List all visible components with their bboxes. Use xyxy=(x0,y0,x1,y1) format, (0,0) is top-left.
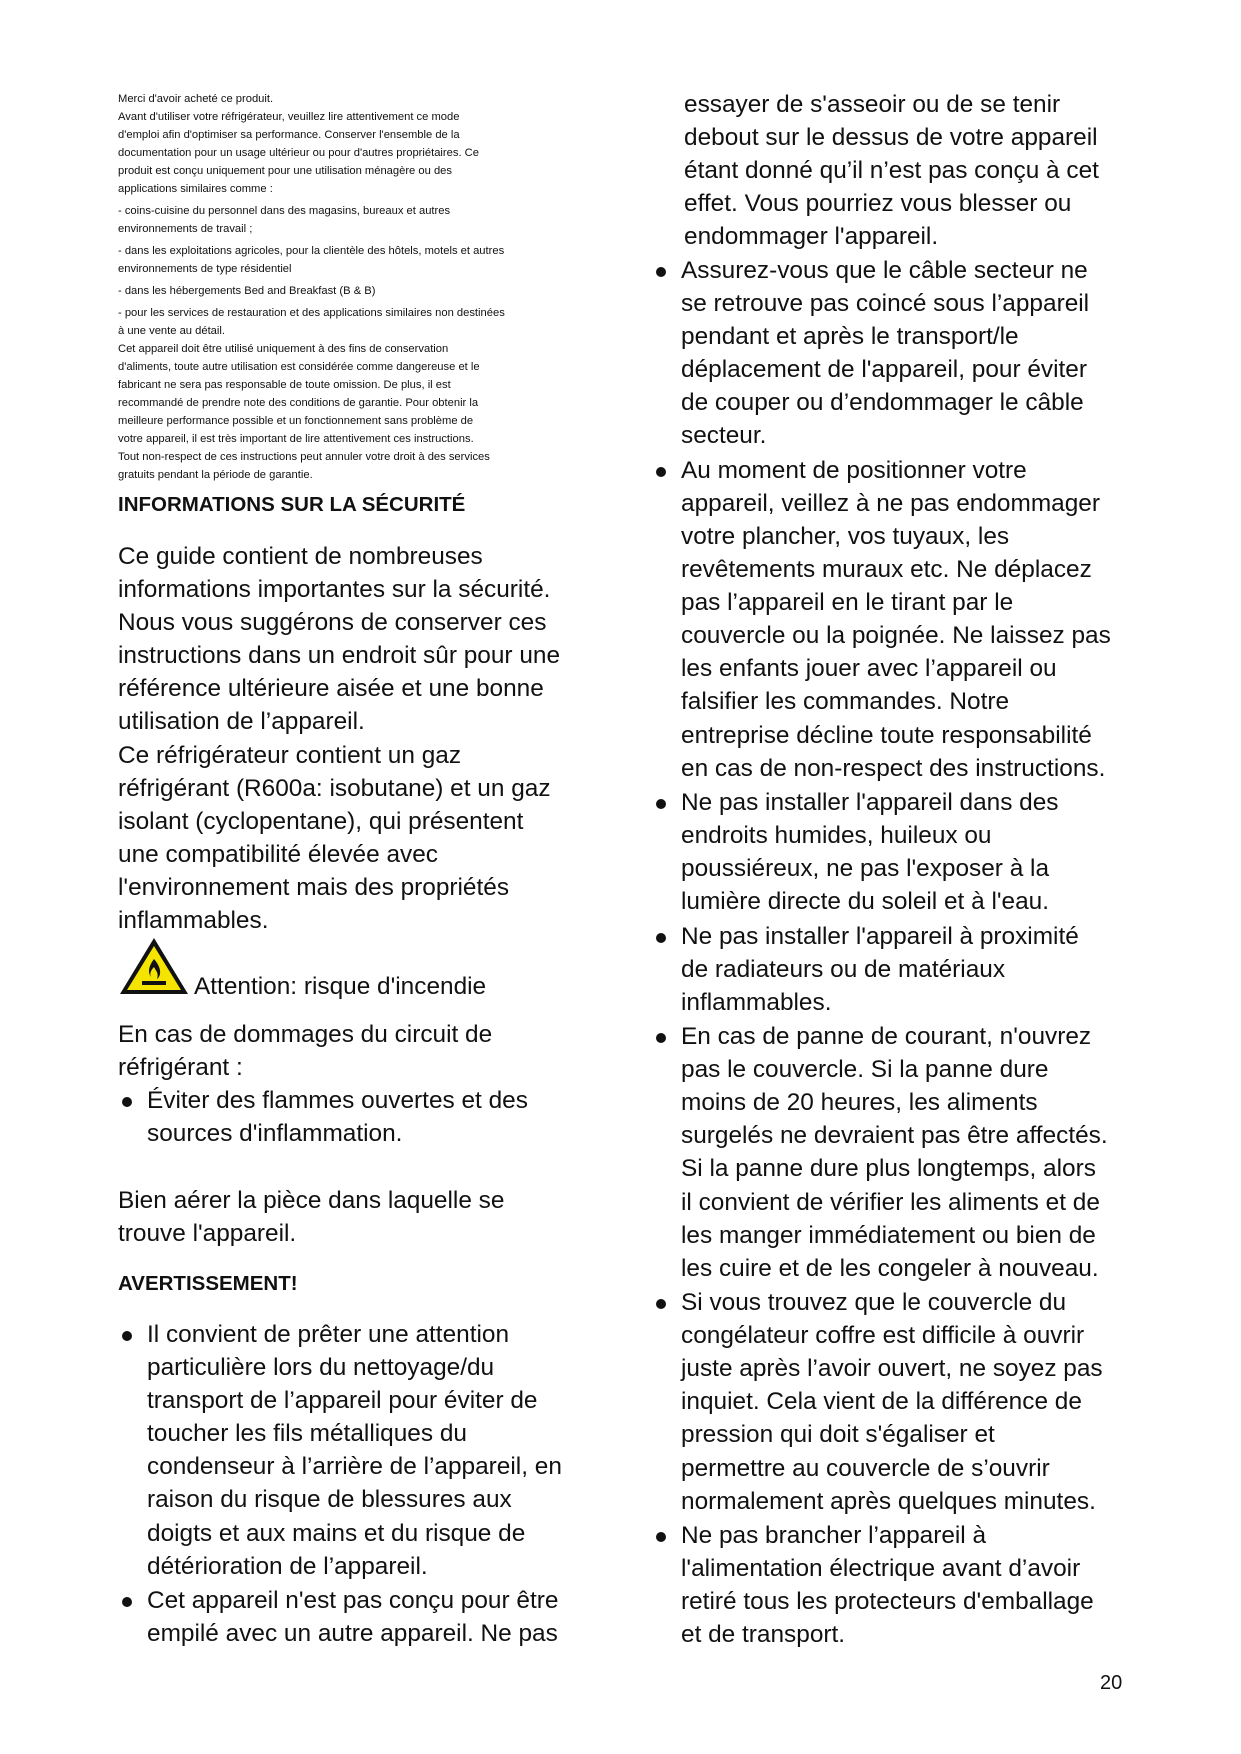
intro-line: recommandé de prendre note des conditions de garantie. Pour obtenir la xyxy=(118,397,479,409)
bullet-line: raison du risque de blessures aux xyxy=(147,1486,512,1514)
intro-line: Avant d'utiliser votre réfrigérateur, veuillez lire attentivement ce mode xyxy=(118,111,460,123)
bullet-line: moins de 20 heures, les aliments xyxy=(681,1089,1038,1117)
intro-line: Tout non-respect de ces instructions peut annuler votre droit à des services xyxy=(118,451,490,463)
bullet-line: les enfants jouer avec l’appareil ou xyxy=(681,655,1057,683)
bullet-line: votre plancher, vos tuyaux, les xyxy=(681,522,1010,550)
safety-line: Nous vous suggérons de conserver ces xyxy=(118,609,547,637)
bullet-line: pression qui doit s'égaliser et xyxy=(681,1421,995,1449)
bullet-icon xyxy=(122,1097,132,1107)
intro-line: Cet appareil doit être utilisé uniquement à des fins de conservation xyxy=(118,343,449,355)
damage-line: réfrigérant : xyxy=(118,1054,243,1082)
bullet-line: secteur. xyxy=(681,422,767,450)
bullet-line: Ne pas installer l'appareil dans des xyxy=(681,789,1059,816)
bullet-line: lumière directe du soleil et à l'eau. xyxy=(681,888,1050,916)
warning-heading: AVERTISSEMENT! xyxy=(118,1272,298,1295)
bullet-icon xyxy=(656,267,666,277)
continuation-line: effet. Vous pourriez vous blesser ou xyxy=(684,190,1072,218)
bullet-line: En cas de panne de courant, n'ouvrez xyxy=(681,1023,1092,1051)
intro-line: fabricant ne sera pas responsable de toute omission. De plus, il est xyxy=(118,379,451,391)
safety-line: inflammables. xyxy=(118,907,269,935)
intro-line: documentation pour un usage ultérieur ou pour d'autres propriétaires. Ce xyxy=(118,147,479,159)
safety-line: Ce guide contient de nombreuses xyxy=(118,543,483,570)
bullet-line: sources d'inflammation. xyxy=(147,1120,403,1148)
bullet-line: Au moment de positionner votre xyxy=(681,456,1027,484)
intro-text xyxy=(118,90,588,484)
intro-line: votre appareil, il est très important de lire attentivement ces instructions. xyxy=(118,433,474,445)
bullet-line: Ne pas installer l'appareil à proximité xyxy=(681,922,1079,950)
safety-line: l'environnement mais des propriétés xyxy=(118,873,510,901)
intro-line: meilleure performance possible et un fonctionnement sans problème de xyxy=(118,415,474,427)
bullet-line: déplacement de l'appareil, pour éviter xyxy=(681,356,1087,384)
bullet-line: pas l’appareil en le tirant par le xyxy=(681,589,1014,617)
fire-warning-label: Attention: risque d'incendie xyxy=(194,973,487,1000)
bullet-icon xyxy=(656,467,666,477)
bullet-line: en cas de non-respect des instructions. xyxy=(681,754,1106,782)
bullet-line: de couper ou d’endommager le câble xyxy=(681,389,1084,417)
bullet-line: revêtements muraux etc. Ne déplacez xyxy=(681,556,1092,584)
ventilate-line: trouve l'appareil. xyxy=(118,1220,297,1248)
safety-line: isolant (cyclopentane), qui présentent xyxy=(118,807,524,835)
bullet-line: normalement après quelques minutes. xyxy=(681,1487,1096,1515)
bullet-line: détérioration de l’appareil. xyxy=(147,1552,428,1580)
bullet-line: transport de l’appareil pour éviter de xyxy=(147,1387,538,1415)
damage-paragraph xyxy=(118,1018,492,1084)
bullet-line: inflammables. xyxy=(681,988,832,1016)
safety-line: référence ultérieure aisée et une bonne xyxy=(118,675,544,703)
bullet-line: pendant et après le transport/le xyxy=(681,323,1019,351)
bullet-line: se retrouve pas coincé sous l’appareil xyxy=(681,290,1090,318)
intro-line: - pour les services de restauration et des applications similaires non destinées xyxy=(118,307,505,319)
right-continuation xyxy=(684,88,1099,253)
bullet-line: endroits humides, huileux ou xyxy=(681,822,992,850)
bullet-line: les cuire et de les congeler à nouveau. xyxy=(681,1254,1099,1282)
damage-line: En cas de dommages du circuit de xyxy=(118,1021,493,1048)
page-number: 20 xyxy=(1100,1672,1123,1694)
intro-line: d'emploi afin d'optimiser sa performance. Conserver l'ensemble de la xyxy=(118,129,460,141)
safety-line: Ce réfrigérateur contient un gaz xyxy=(118,741,462,769)
intro-line: applications similaires comme : xyxy=(118,183,273,195)
fire-warning xyxy=(118,935,190,1002)
intro-line: environnements de travail ; xyxy=(118,223,253,235)
bullet-line: Si la panne dure plus longtemps, alors xyxy=(681,1155,1096,1183)
ventilate-line: Bien aérer la pièce dans laquelle se xyxy=(118,1187,505,1214)
continuation-line: essayer de s'asseoir ou de se tenir xyxy=(684,91,1061,118)
bullet-line: juste après l’avoir ouvert, ne soyez pas xyxy=(681,1355,1103,1383)
intro-line: - dans les exploitations agricoles, pour la clientèle des hôtels, motels et autres xyxy=(118,245,505,257)
intro-line: d'aliments, toute autre utilisation est considérée comme dangereuse et le xyxy=(118,361,480,373)
bullet-icon xyxy=(656,1033,666,1043)
bullet-line: inquiet. Cela vient de la différence de xyxy=(681,1388,1082,1416)
bullet-line: poussiéreux, ne pas l'exposer à la xyxy=(681,855,1050,883)
bullet-line: appareil, veillez à ne pas endommager xyxy=(681,489,1100,517)
bullet-line: retiré tous les protecteurs d'emballage xyxy=(681,1588,1094,1616)
bullet-line: particulière lors du nettoyage/du xyxy=(147,1354,495,1382)
intro-line: gratuits pendant la période de garantie. xyxy=(118,469,313,481)
continuation-line: endommager l'appareil. xyxy=(684,223,939,251)
bullet-line: et de transport. xyxy=(681,1621,846,1649)
bullet-line: Il convient de prêter une attention xyxy=(147,1321,510,1348)
bullet-line: surgelés ne devraient pas être affectés. xyxy=(681,1122,1108,1150)
bullet-line: condenseur à l’arrière de l’appareil, en xyxy=(147,1453,562,1481)
bullet-line: empilé avec un autre appareil. Ne pas xyxy=(147,1620,558,1648)
bullet-icon xyxy=(656,933,666,943)
bullet-line: permettre au couvercle de s’ouvrir xyxy=(681,1454,1050,1482)
intro-line: - coins-cuisine du personnel dans des magasins, bureaux et autres xyxy=(118,205,451,217)
bullet-icon xyxy=(122,1331,132,1341)
safety-line: utilisation de l’appareil. xyxy=(118,708,365,736)
bullet-line: falsifier les commandes. Notre xyxy=(681,688,1010,716)
safety-paragraph xyxy=(118,540,560,937)
bullet-line: l'alimentation électrique avant d’avoir xyxy=(681,1555,1081,1583)
ventilate-paragraph xyxy=(118,1184,504,1250)
bullet-icon xyxy=(656,799,666,809)
bullet-line: doigts et aux mains et du risque de xyxy=(147,1519,526,1547)
bullet-icon xyxy=(656,1299,666,1309)
bullet-line: les manger immédiatement ou bien de xyxy=(681,1221,1096,1249)
safety-heading: INFORMATIONS SUR LA SÉCURITÉ xyxy=(118,493,466,516)
bullet-line: pas le couvercle. Si la panne dure xyxy=(681,1056,1049,1084)
bullet-line: toucher les fils métalliques du xyxy=(147,1420,467,1448)
safety-line: une compatibilité élevée avec xyxy=(118,840,438,868)
bullet-line: entreprise décline toute responsabilité xyxy=(681,721,1092,749)
safety-line: instructions dans un endroit sûr pour une xyxy=(118,642,561,670)
bullet-line: de radiateurs ou de matériaux xyxy=(681,955,1006,983)
bullet-line: Ne pas brancher l’appareil à xyxy=(681,1522,987,1549)
intro-line: produit est conçu uniquement pour une utilisation ménagère ou des xyxy=(118,165,452,177)
bullet-line: Assurez-vous que le câble secteur ne xyxy=(681,257,1088,284)
bullet-line: Éviter des flammes ouvertes et des xyxy=(147,1087,528,1114)
intro-line: Merci d'avoir acheté ce produit. xyxy=(118,93,274,105)
bullet-line: couvercle ou la poignée. Ne laissez pas xyxy=(681,622,1111,650)
intro-line: - dans les hébergements Bed and Breakfast (B & B) xyxy=(118,285,376,297)
bullet-line: Cet appareil n'est pas conçu pour être xyxy=(147,1587,559,1614)
bullet-line: Si vous trouvez que le couvercle du xyxy=(681,1289,1067,1317)
bullet-icon xyxy=(122,1597,132,1607)
intro-line: environnements de type résidentiel xyxy=(118,263,292,275)
fire-hazard-icon xyxy=(118,935,190,997)
bullet-line: il convient de vérifier les aliments et de xyxy=(681,1188,1100,1216)
intro-line: à une vente au détail. xyxy=(118,325,225,337)
continuation-line: debout sur le dessus de votre appareil xyxy=(684,124,1098,152)
safety-line: informations importantes sur la sécurité. xyxy=(118,576,551,604)
bullet-line: congélateur coffre est difficile à ouvrir xyxy=(681,1322,1085,1350)
safety-line: réfrigérant (R600a: isobutane) et un gaz xyxy=(118,774,551,802)
bullet-icon xyxy=(656,1532,666,1542)
continuation-line: étant donné qu’il n’est pas conçu à cet xyxy=(684,157,1099,185)
